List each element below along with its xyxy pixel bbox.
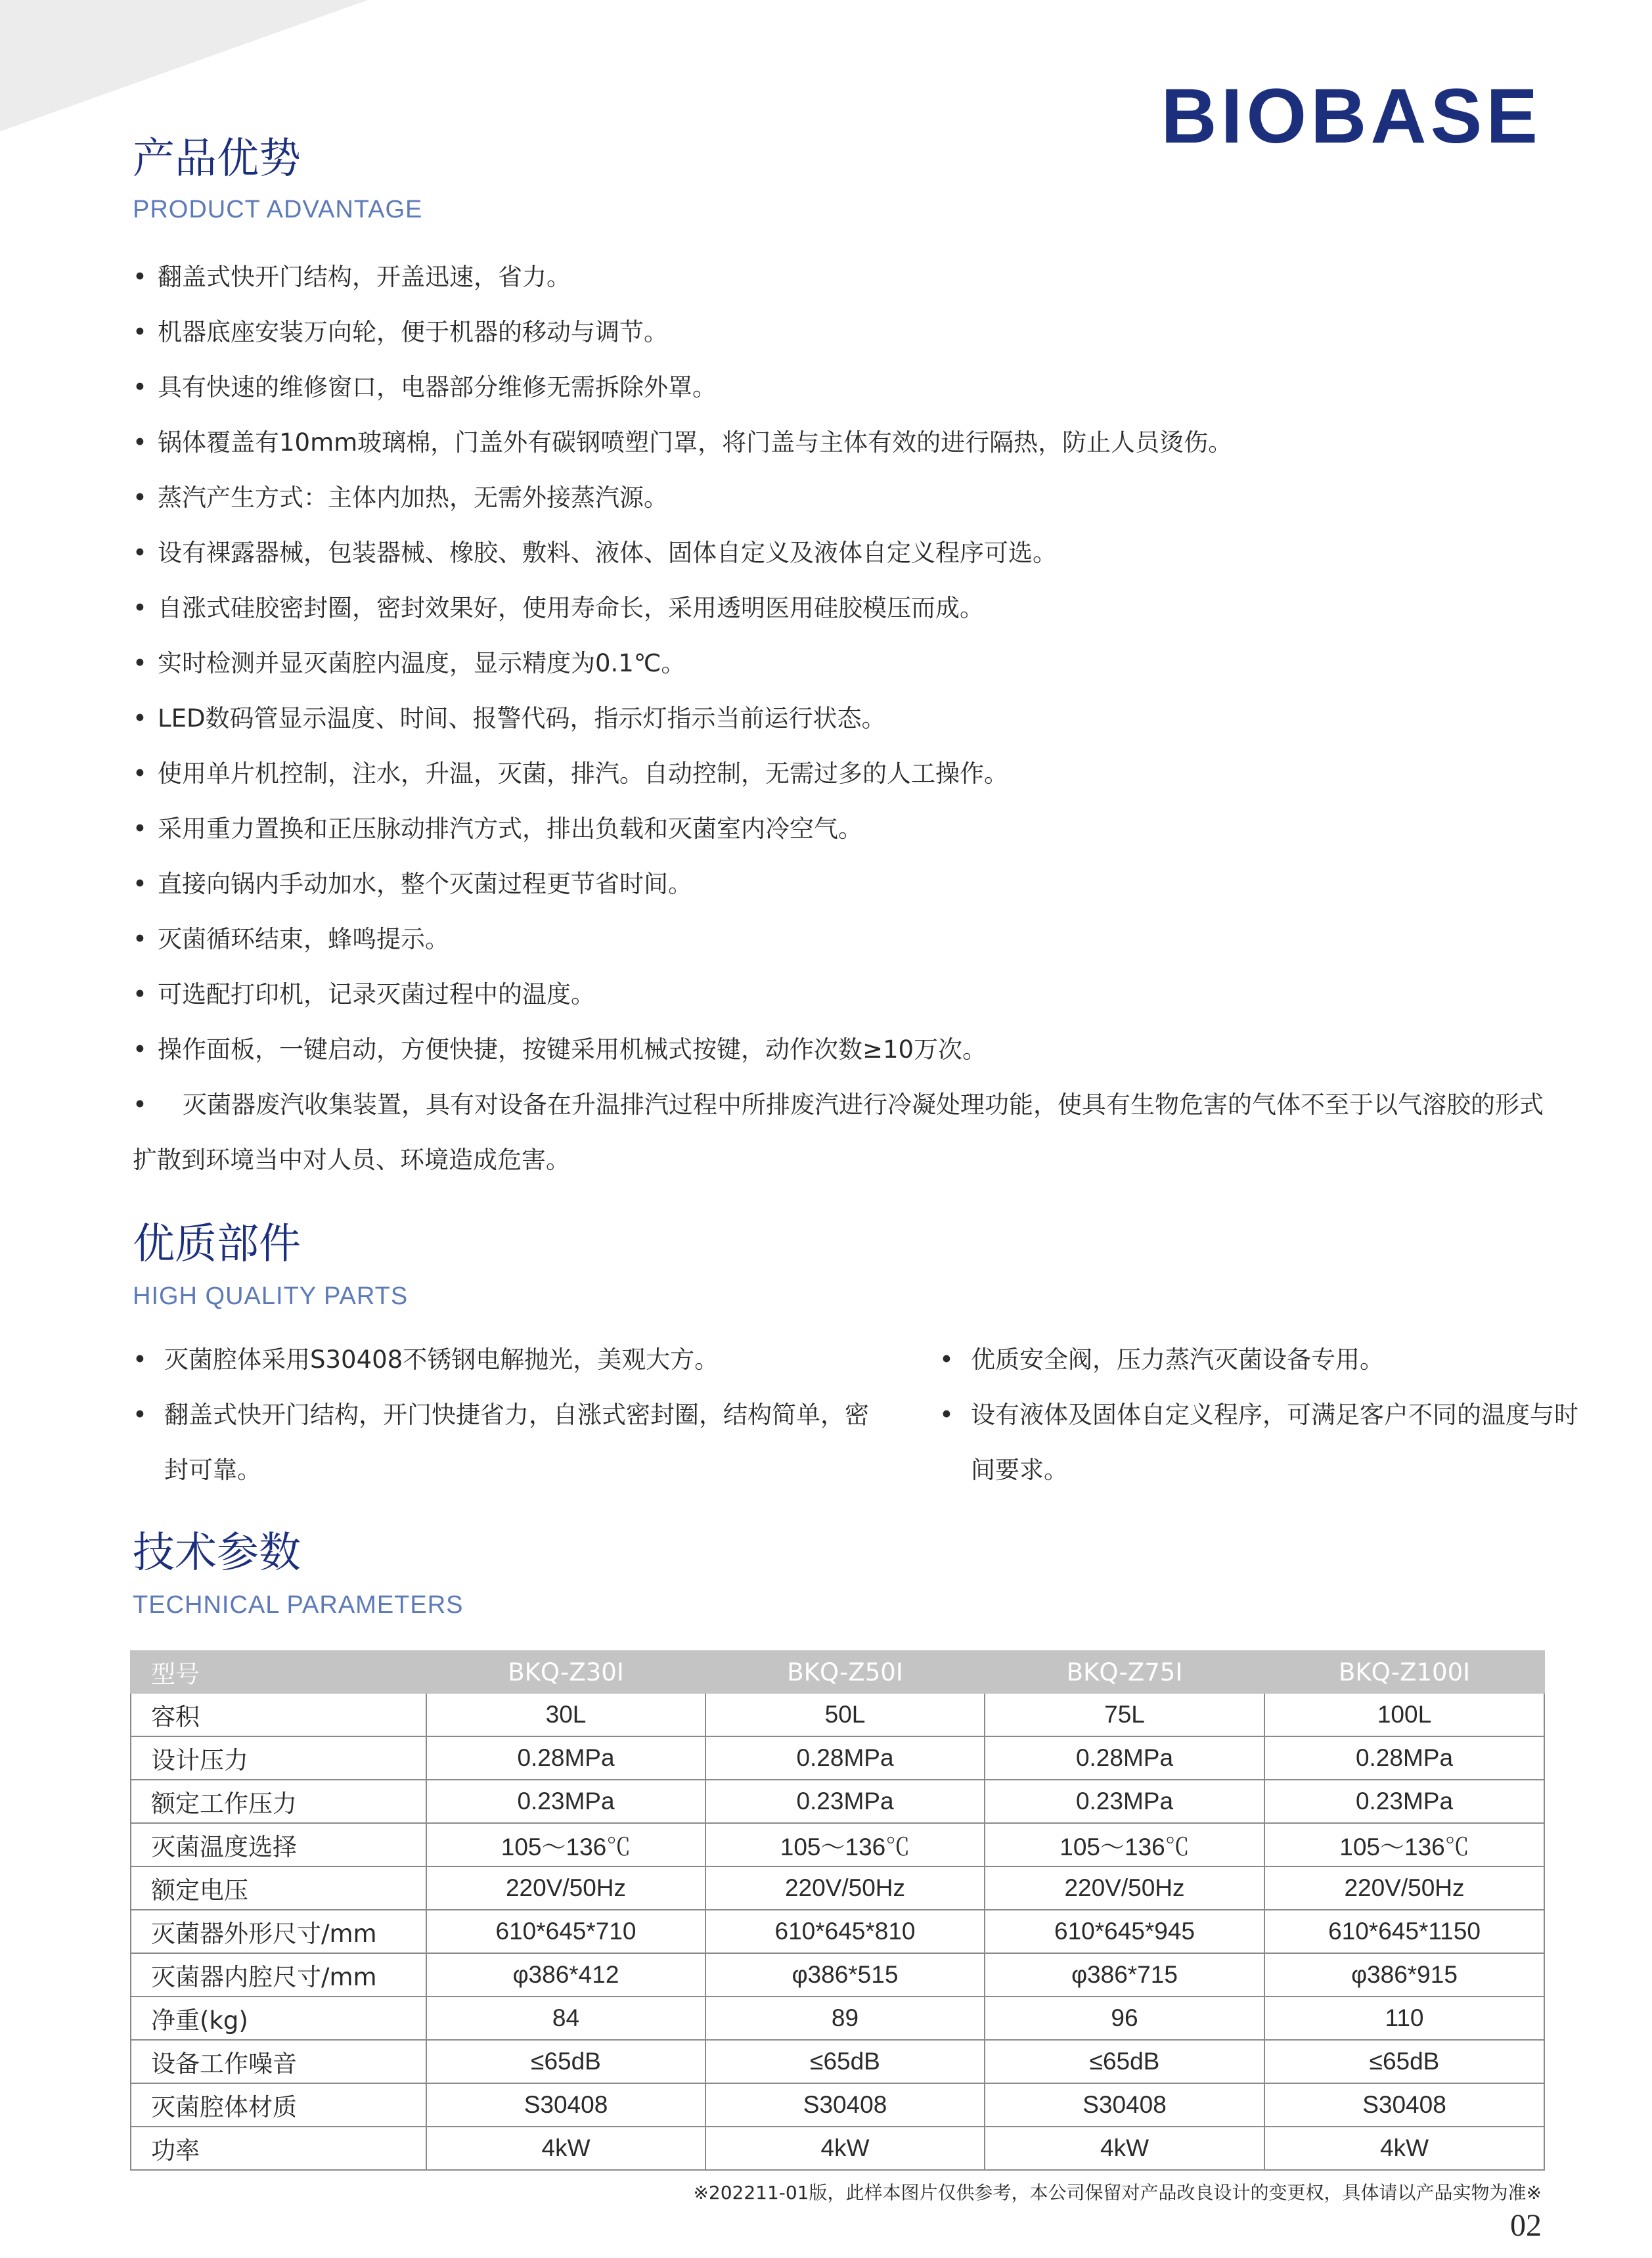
row-label: 功率 (131, 2127, 426, 2170)
list-item: • 优质安全阀，压力蒸汽灭菌设备专用。 (939, 1345, 1384, 1374)
list-item: • 直接向锅内手动加水，整个灭菌过程更节省时间。 (133, 870, 692, 898)
tech-title: 技术参数 (133, 1529, 301, 1577)
list-item: • 翻盖式快开门结构，开门快捷省力，自涨式密封圈，结构简单，密封可靠。 (133, 1401, 869, 1484)
table-cell: 220V/50Hz (705, 1866, 985, 1910)
parts-list-left (133, 1332, 875, 1498)
header-model: BKQ-Z100Ⅰ (1264, 1651, 1544, 1693)
list-item: • 自涨式硅胶密封圈，密封效果好，使用寿命长，采用透明医用硅胶模压而成。 (133, 594, 984, 622)
page-number: 02 (1510, 2208, 1542, 2243)
footer-note: ※202211-01版，此样本图片仅供参考，本公司保留对产品改良设计的变更权，具体请以产品实物为准※ (693, 2182, 1542, 2203)
table-cell: 30L (426, 1693, 705, 1736)
table-cell: φ386*515 (705, 1953, 985, 1997)
list-item: • 具有快速的维修窗口，电器部分维修无需拆除外罩。 (133, 373, 717, 401)
list-item: • 灭菌器废汽收集装置，具有对设备在升温排汽过程中所排废汽进行冷凝处理功能，使具有生物危害的气体不至于以气溶胶的形式扩散到环境当中对人员、环境造成危害。 (133, 1091, 1544, 1174)
row-label: 设计压力 (131, 1736, 426, 1780)
table-cell: S30408 (426, 2083, 705, 2127)
parts-subtitle: HIGH QUALITY PARTS (133, 1282, 409, 1310)
table-cell: 105～136℃ (426, 1823, 705, 1866)
table-cell: S30408 (705, 2083, 985, 2127)
table-cell: S30408 (985, 2083, 1264, 2127)
table-cell: 220V/50Hz (985, 1866, 1264, 1910)
table-cell: 4kW (1264, 2127, 1544, 2170)
list-item: • 锅体覆盖有10mm玻璃棉，门盖外有碳钢喷塑门罩，将门盖与主体有效的进行隔热，防止人员烫伤。 (133, 428, 1233, 457)
advantage-title: 产品优势 (133, 135, 301, 183)
table-cell: 105～136℃ (705, 1823, 985, 1866)
header-model: BKQ-Z30Ⅰ (426, 1651, 705, 1693)
list-item: • 实时检测并显灭菌腔内温度，显示精度为0.1℃。 (133, 649, 686, 677)
table-cell: 84 (426, 1997, 705, 2040)
list-item: • 使用单片机控制，注水，升温，灭菌，排汽。自动控制，无需过多的人工操作。 (133, 759, 1008, 788)
table-cell: S30408 (1264, 2083, 1544, 2127)
table-cell: 0.23MPa (705, 1780, 985, 1823)
list-item: • 设有裸露器械，包装器械、橡胶、敷料、液体、固体自定义及液体自定义程序可选。 (133, 539, 1057, 567)
table-row (131, 1997, 1544, 2040)
corner-decoration (0, 0, 368, 131)
row-label: 容积 (131, 1693, 426, 1736)
table-cell: 4kW (705, 2127, 985, 2170)
list-item: • 翻盖式快开门结构，开盖迅速，省力。 (133, 263, 571, 291)
table-cell: 110 (1264, 1997, 1544, 2040)
table-cell: 4kW (985, 2127, 1264, 2170)
table-cell: 0.23MPa (985, 1780, 1264, 1823)
table-cell: ≤65dB (985, 2040, 1264, 2083)
list-item: • 采用重力置换和正压脉动排汽方式，排出负载和灭菌室内冷空气。 (133, 815, 862, 843)
list-item: • 设有液体及固体自定义程序，可满足客户不同的温度与时间要求。 (939, 1401, 1578, 1484)
list-item: • 操作面板，一键启动，方便快捷，按键采用机械式按键，动作次数≥10万次。 (133, 1035, 987, 1064)
row-label: 灭菌器外形尺寸/mm (131, 1910, 426, 1953)
table-cell: 50L (705, 1693, 985, 1736)
table-cell: φ386*715 (985, 1953, 1264, 1997)
list-item: • 蒸汽产生方式：主体内加热，无需外接蒸汽源。 (133, 484, 668, 512)
table-row (131, 1953, 1544, 1997)
table-cell: 0.28MPa (426, 1736, 705, 1780)
table-cell: 0.28MPa (1264, 1736, 1544, 1780)
table-cell: ≤65dB (705, 2040, 985, 2083)
table-cell: 100L (1264, 1693, 1544, 1736)
parameters-table (130, 1650, 1545, 2171)
row-label: 额定电压 (131, 1866, 426, 1910)
table-cell: 0.28MPa (705, 1736, 985, 1780)
header-model: BKQ-Z50Ⅰ (705, 1651, 985, 1693)
parts-list-right (939, 1332, 1590, 1498)
table-cell: ≤65dB (1264, 2040, 1544, 2083)
table-cell: 75L (985, 1693, 1264, 1736)
advantage-subtitle: PRODUCT ADVANTAGE (133, 196, 423, 223)
row-label: 设备工作噪音 (131, 2040, 426, 2083)
table-row (131, 1910, 1544, 1953)
table-cell: 220V/50Hz (1264, 1866, 1544, 1910)
tech-subtitle: TECHNICAL PARAMETERS (133, 1591, 464, 1619)
table-cell: 105～136℃ (985, 1823, 1264, 1866)
table-cell: 0.23MPa (1264, 1780, 1544, 1823)
table-row (131, 2127, 1544, 2170)
row-label: 额定工作压力 (131, 1780, 426, 1823)
parts-title: 优质部件 (133, 1220, 301, 1269)
list-item: • 机器底座安装万向轮，便于机器的移动与调节。 (133, 318, 668, 346)
table-cell: 610*645*810 (705, 1910, 985, 1953)
table-row (131, 1823, 1544, 1866)
advantage-list (133, 250, 1552, 1188)
table-row (131, 2083, 1544, 2127)
table-cell: 0.23MPa (426, 1780, 705, 1823)
table-cell: 610*645*945 (985, 1910, 1264, 1953)
biobase-logo: BIOBASE (1161, 73, 1542, 160)
table-row (131, 1736, 1544, 1780)
row-label: 灭菌器内腔尺寸/mm (131, 1953, 426, 1997)
table-row (131, 1780, 1544, 1823)
table-cell: 610*645*1150 (1264, 1910, 1544, 1953)
table-cell: φ386*915 (1264, 1953, 1544, 1997)
table-cell: 96 (985, 1997, 1264, 2040)
table-cell: 105～136℃ (1264, 1823, 1544, 1866)
table-cell: 610*645*710 (426, 1910, 705, 1953)
table-header-row (131, 1651, 1544, 1693)
table-cell: ≤65dB (426, 2040, 705, 2083)
table-cell: 220V/50Hz (426, 1866, 705, 1910)
row-label: 灭菌温度选择 (131, 1823, 426, 1866)
row-label: 净重(kg) (131, 1997, 426, 2040)
table-row (131, 1693, 1544, 1736)
header-label: 型号 (131, 1651, 426, 1693)
list-item: • 灭菌循环结束，蜂鸣提示。 (133, 925, 449, 953)
table-row (131, 2040, 1544, 2083)
table-row (131, 1866, 1544, 1910)
table-cell: 89 (705, 1997, 985, 2040)
list-item: • 可选配打印机，记录灭菌过程中的温度。 (133, 980, 595, 1008)
list-item: • LED数码管显示温度、时间、报警代码，指示灯指示当前运行状态。 (133, 704, 886, 733)
list-item: • 灭菌腔体采用S30408不锈钢电解抛光，美观大方。 (133, 1345, 719, 1374)
row-label: 灭菌腔体材质 (131, 2083, 426, 2127)
table-cell: 4kW (426, 2127, 705, 2170)
table-cell: 0.28MPa (985, 1736, 1264, 1780)
table-cell: φ386*412 (426, 1953, 705, 1997)
header-model: BKQ-Z75Ⅰ (985, 1651, 1264, 1693)
